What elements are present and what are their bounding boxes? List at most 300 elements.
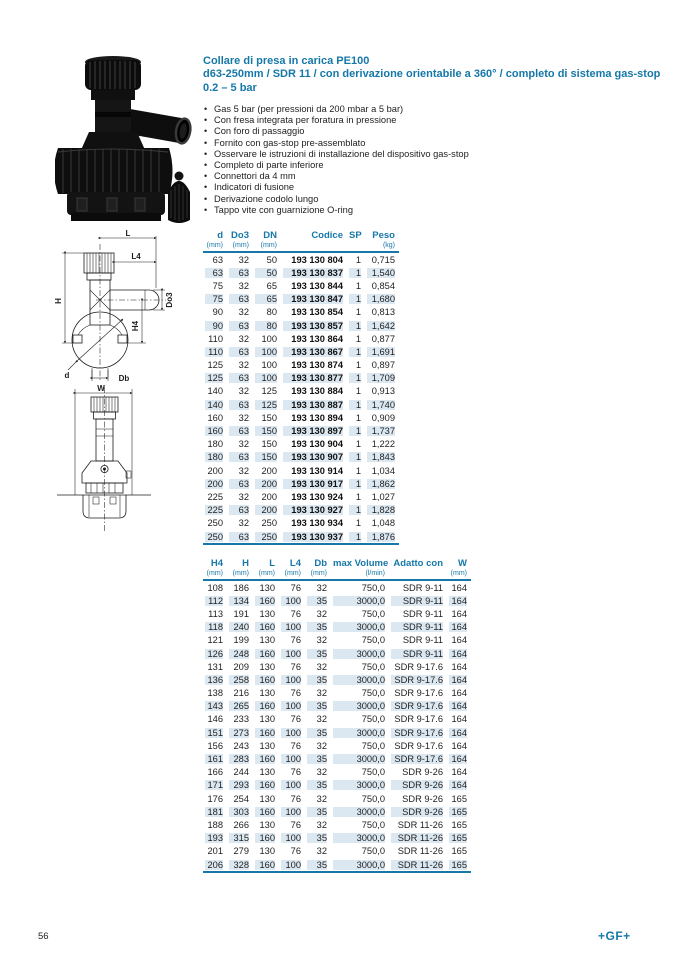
- table-cell: 303: [227, 805, 253, 818]
- table-cell: 0,909: [371, 412, 395, 423]
- table-cell: 1: [347, 424, 365, 437]
- table-row: [203, 621, 471, 634]
- table-cell: 193 130 804: [291, 254, 343, 265]
- table-cell: 100: [279, 752, 305, 765]
- table-cell: 100: [279, 621, 305, 634]
- table-cell: 1,222: [371, 439, 395, 450]
- table-cell: SDR 9-11: [402, 635, 443, 646]
- table-cell: 1,691: [365, 345, 399, 358]
- table-cell: 121: [207, 635, 223, 646]
- table-cell: 1: [355, 307, 361, 318]
- column-header: H: [242, 558, 249, 569]
- table-cell: 76: [290, 582, 301, 593]
- table-cell: 176: [207, 793, 223, 804]
- table-cell: 160: [253, 779, 279, 792]
- table-cell: 1: [355, 386, 361, 397]
- column-header: Peso: [372, 230, 395, 241]
- column-header: H4: [210, 558, 223, 569]
- table-cell: 193 130 927: [281, 504, 347, 517]
- table-cell: 200: [261, 465, 277, 476]
- table-cell: 1,862: [365, 477, 399, 490]
- table-cell: 110: [208, 333, 223, 344]
- table-cell: 200: [253, 504, 281, 517]
- table-cell: 164: [447, 673, 471, 686]
- units-row: [203, 242, 399, 252]
- table-cell: 150: [253, 424, 281, 437]
- table-cell: 130: [259, 714, 275, 725]
- table-cell: 100: [279, 700, 305, 713]
- table-cell: 750,0: [361, 688, 385, 699]
- table-cell: 328: [227, 858, 253, 872]
- table-row: [203, 634, 471, 647]
- column-unit: (mm): [305, 570, 331, 580]
- table-row: [203, 530, 399, 544]
- table-cell: 1: [347, 530, 365, 544]
- table-row: [203, 660, 471, 673]
- table-cell: 130: [259, 688, 275, 699]
- table-cell: 140: [207, 386, 223, 397]
- table-cell: 100: [261, 333, 277, 344]
- table-cell: 1: [355, 360, 361, 371]
- table-cell: 160: [253, 621, 279, 634]
- dim-label-Do3: Do3: [165, 292, 174, 308]
- table-cell: 164: [451, 714, 467, 725]
- table-cell: 193 130 914: [291, 465, 343, 476]
- table-cell: 209: [233, 661, 249, 672]
- table-cell: 32: [316, 688, 327, 699]
- table-cell: 130: [259, 793, 275, 804]
- table-cell: 164: [451, 582, 467, 593]
- table-cell: 76: [290, 793, 301, 804]
- table-cell: 3000,0: [331, 832, 389, 845]
- table-cell: 248: [227, 647, 253, 660]
- table-cell: 0,813: [371, 307, 395, 318]
- table-cell: 250: [203, 530, 227, 544]
- table-row: [203, 700, 471, 713]
- table-cell: 315: [227, 832, 253, 845]
- table-cell: 151: [203, 726, 227, 739]
- column-header: L: [269, 558, 275, 569]
- table-cell: 225: [207, 491, 223, 502]
- table-cell: 193: [203, 832, 227, 845]
- feature-list: [203, 104, 673, 216]
- table-cell: SDR 9-11: [389, 594, 447, 607]
- table-cell: 146: [207, 714, 223, 725]
- feature-item: • Tappo vite con guarnizione O-ring: [203, 205, 673, 216]
- column-unit: [347, 242, 365, 252]
- table-row: [203, 517, 399, 530]
- technical-drawing-front: [55, 383, 155, 548]
- table-row: [203, 739, 471, 752]
- table-cell: 1,828: [365, 504, 399, 517]
- table-cell: 233: [233, 714, 249, 725]
- table-cell: 75: [212, 280, 223, 291]
- feature-item: • Con fresa integrata per foratura in pressione: [203, 115, 673, 126]
- table-row: [203, 293, 399, 306]
- table-cell: SDR 11-26: [397, 819, 443, 830]
- table-cell: SDR 11-26: [397, 846, 443, 857]
- column-header: SP: [349, 230, 362, 241]
- table-cell: 3000,0: [331, 752, 389, 765]
- table-cell: 201: [207, 846, 223, 857]
- table-cell: 32: [238, 518, 249, 529]
- table-cell: 3000,0: [331, 647, 389, 660]
- table-cell: 50: [253, 266, 281, 279]
- table-cell: SDR 9-26: [402, 767, 443, 778]
- column-unit: [281, 242, 347, 252]
- table-cell: 76: [290, 767, 301, 778]
- table-cell: SDR 9-11: [402, 582, 443, 593]
- table-cell: 63: [227, 319, 253, 332]
- table-cell: 3000,0: [331, 673, 389, 686]
- table-cell: 193 130 937: [281, 530, 347, 544]
- column-unit: (kg): [365, 242, 399, 252]
- table-cell: 1: [355, 518, 361, 529]
- table-cell: 32: [316, 582, 327, 593]
- column-header: max Volume: [333, 558, 389, 569]
- table-cell: 164: [451, 661, 467, 672]
- table-row: [203, 504, 399, 517]
- table-cell: 0,913: [371, 386, 395, 397]
- table-cell: 35: [305, 832, 331, 845]
- table-cell: 143: [203, 700, 227, 713]
- table-cell: 3000,0: [331, 805, 389, 818]
- table-cell: 240: [227, 621, 253, 634]
- column-header: L4: [289, 558, 301, 569]
- table-cell: 160: [253, 673, 279, 686]
- column-header: Codice: [311, 230, 343, 241]
- table-cell: 165: [447, 832, 471, 845]
- table-cell: 130: [259, 846, 275, 857]
- table-cell: 32: [238, 254, 249, 265]
- table-cell: 180: [203, 451, 227, 464]
- table-cell: 250: [253, 530, 281, 544]
- table-cell: 76: [290, 635, 301, 646]
- table-cell: 160: [253, 726, 279, 739]
- front-view-drawing: [55, 383, 155, 548]
- table-cell: 63: [227, 398, 253, 411]
- table-row: [203, 319, 399, 332]
- table-cell: SDR 9-17.6: [394, 714, 443, 725]
- table-row: [203, 464, 399, 477]
- table-cell: 1: [347, 345, 365, 358]
- table-cell: 90: [212, 307, 223, 318]
- table-row: [203, 266, 399, 279]
- table-cell: 1: [355, 333, 361, 344]
- table-cell: 1: [355, 491, 361, 502]
- table-cell: 193 130 844: [291, 280, 343, 291]
- product-title-block: [203, 55, 668, 95]
- table-cell: 193 130 924: [291, 491, 343, 502]
- table-row: [203, 832, 471, 845]
- table-cell: 100: [279, 594, 305, 607]
- table-cell: 32: [238, 386, 249, 397]
- dim-label-L4: L4: [131, 252, 141, 261]
- table-cell: 164: [451, 740, 467, 751]
- table-row: [203, 858, 471, 872]
- column-header: Adatto con: [393, 558, 443, 569]
- table-cell: 130: [259, 582, 275, 593]
- table-cell: 165: [451, 846, 467, 857]
- table-cell: 63: [203, 266, 227, 279]
- table-cell: 100: [279, 726, 305, 739]
- table-row: [203, 580, 471, 594]
- table-cell: 283: [227, 752, 253, 765]
- table-cell: 80: [253, 319, 281, 332]
- table-cell: 32: [238, 280, 249, 291]
- table-row: [203, 279, 399, 292]
- table-cell: 1: [347, 266, 365, 279]
- table-cell: 32: [238, 307, 249, 318]
- column-unit: (mm): [447, 570, 471, 580]
- table-cell: 35: [305, 594, 331, 607]
- table-cell: 200: [253, 477, 281, 490]
- column-unit: [389, 570, 447, 580]
- table-cell: 193 130 917: [281, 477, 347, 490]
- table-cell: 108: [207, 582, 223, 593]
- table-cell: 244: [233, 767, 249, 778]
- table-cell: 63: [227, 293, 253, 306]
- column-header: DN: [263, 230, 277, 241]
- table-cell: 193 130 897: [281, 424, 347, 437]
- table-cell: 35: [305, 858, 331, 872]
- table-cell: 32: [238, 439, 249, 450]
- table-cell: 35: [305, 779, 331, 792]
- table-cell: 160: [253, 805, 279, 818]
- table-cell: 3000,0: [331, 700, 389, 713]
- table-cell: 1,048: [371, 518, 395, 529]
- table-cell: 125: [203, 372, 227, 385]
- table-cell: SDR 9-17.6: [389, 726, 447, 739]
- table-cell: 113: [208, 608, 223, 619]
- table-cell: 80: [266, 307, 277, 318]
- table-cell: 1: [355, 465, 361, 476]
- table-row: [203, 779, 471, 792]
- gf-logo: +GF+: [598, 929, 631, 943]
- dim-label-L: L: [125, 229, 131, 238]
- table-cell: 63: [227, 451, 253, 464]
- table-row: [203, 490, 399, 503]
- table-row: [203, 385, 399, 398]
- table-row: [203, 477, 399, 490]
- table-cell: 32: [316, 661, 327, 672]
- table-cell: 0,854: [371, 280, 395, 291]
- table-cell: 35: [305, 752, 331, 765]
- table-cell: 193 130 867: [281, 345, 347, 358]
- table-cell: 200: [203, 477, 227, 490]
- table-cell: 75: [203, 293, 227, 306]
- table-cell: 134: [227, 594, 253, 607]
- feature-item: • Gas 5 bar (per pressioni da 200 mbar a 5 bar): [203, 104, 673, 115]
- table-cell: 266: [233, 819, 249, 830]
- table-row: [203, 594, 471, 607]
- table-row: [203, 359, 399, 372]
- header-row: [203, 558, 471, 570]
- table-cell: 165: [451, 819, 467, 830]
- product-photo-image: [55, 52, 195, 230]
- table-cell: 750,0: [361, 740, 385, 751]
- table-cell: 193 130 904: [291, 439, 343, 450]
- table-cell: 164: [447, 726, 471, 739]
- dim-label-d: d: [64, 371, 70, 380]
- column-unit: (mm): [253, 570, 279, 580]
- feature-item: • Osservare le istruzioni di installazione del dispositivo gas-stop: [203, 149, 673, 160]
- table-cell: SDR 9-11: [389, 621, 447, 634]
- feature-item: • Con foro di passaggio: [203, 126, 673, 137]
- table-cell: 243: [233, 740, 249, 751]
- table-cell: 1: [355, 439, 361, 450]
- table-cell: 200: [207, 465, 223, 476]
- column-unit: (mm): [279, 570, 305, 580]
- table-cell: 150: [261, 412, 277, 423]
- table-cell: 32: [316, 635, 327, 646]
- table-cell: 76: [290, 819, 301, 830]
- table-cell: SDR 9-26: [402, 793, 443, 804]
- table-cell: SDR 9-11: [389, 647, 447, 660]
- table-cell: SDR 9-17.6: [389, 752, 447, 765]
- table-cell: 193 130 864: [291, 333, 343, 344]
- table-row: [203, 411, 399, 424]
- table-cell: 193 130 847: [281, 293, 347, 306]
- table-cell: 32: [238, 412, 249, 423]
- table-cell: 1,540: [365, 266, 399, 279]
- table-cell: 750,0: [361, 819, 385, 830]
- table-cell: 76: [290, 661, 301, 672]
- table-cell: 164: [447, 621, 471, 634]
- table-cell: 206: [203, 858, 227, 872]
- table-cell: 3000,0: [331, 621, 389, 634]
- table-cell: 125: [261, 386, 277, 397]
- side-view-drawing: [52, 228, 180, 390]
- dim-label-W: W: [97, 384, 105, 393]
- table-cell: 279: [233, 846, 249, 857]
- table-cell: 160: [253, 858, 279, 872]
- table-cell: 171: [203, 779, 227, 792]
- table-cell: 164: [447, 752, 471, 765]
- table-cell: 35: [305, 700, 331, 713]
- table-row: [203, 713, 471, 726]
- table-cell: 193 130 874: [291, 360, 343, 371]
- table-cell: 1: [347, 477, 365, 490]
- table-cell: 63: [227, 424, 253, 437]
- table-cell: 750,0: [361, 714, 385, 725]
- table-cell: 160: [203, 424, 227, 437]
- table-cell: 164: [451, 608, 467, 619]
- table-cell: 35: [305, 673, 331, 686]
- table-cell: 200: [261, 491, 277, 502]
- table-cell: 1: [347, 451, 365, 464]
- table-cell: 1,709: [365, 372, 399, 385]
- table-cell: 1: [347, 504, 365, 517]
- table-cell: 193 130 857: [281, 319, 347, 332]
- column-unit: (mm): [203, 242, 227, 252]
- details_table: [203, 558, 471, 873]
- table-cell: 130: [259, 767, 275, 778]
- table-cell: 110: [203, 345, 227, 358]
- table-row: [203, 673, 471, 686]
- table-cell: 136: [203, 673, 227, 686]
- feature-item: • Fornito con gas-stop pre-assemblato: [203, 138, 673, 149]
- table-cell: 750,0: [361, 635, 385, 646]
- table-cell: 35: [305, 805, 331, 818]
- table-cell: 32: [238, 360, 249, 371]
- column-unit: (mm): [253, 242, 281, 252]
- table-row: [203, 252, 399, 266]
- table-cell: 216: [233, 688, 249, 699]
- table-cell: 1: [347, 398, 365, 411]
- table-cell: 199: [233, 635, 249, 646]
- table-cell: 0,877: [371, 333, 395, 344]
- table-cell: 32: [238, 491, 249, 502]
- dimensions-table: [203, 230, 399, 545]
- table-cell: 160: [207, 412, 223, 423]
- table-row: [203, 818, 471, 831]
- table-cell: 130: [259, 740, 275, 751]
- column-unit: (l/min): [331, 570, 389, 580]
- table-cell: 750,0: [361, 661, 385, 672]
- table-cell: 250: [261, 518, 277, 529]
- table-cell: 76: [290, 688, 301, 699]
- table-cell: 193 130 854: [291, 307, 343, 318]
- table-cell: SDR 11-26: [389, 832, 447, 845]
- table-cell: 750,0: [361, 608, 385, 619]
- table-cell: 76: [290, 740, 301, 751]
- table-cell: 1,680: [365, 293, 399, 306]
- table-cell: 90: [203, 319, 227, 332]
- table-cell: 180: [207, 439, 223, 450]
- feature-item: • Completo di parte inferiore: [203, 160, 673, 171]
- table-cell: 750,0: [361, 582, 385, 593]
- table-cell: 100: [279, 779, 305, 792]
- table-cell: 254: [233, 793, 249, 804]
- table-cell: 225: [203, 504, 227, 517]
- table-cell: 165: [451, 793, 467, 804]
- table-cell: 265: [227, 700, 253, 713]
- table-cell: 32: [316, 608, 327, 619]
- table-cell: 3000,0: [331, 726, 389, 739]
- table-row: [203, 451, 399, 464]
- table-cell: 50: [266, 254, 277, 265]
- table-cell: 35: [305, 621, 331, 634]
- table-cell: 160: [253, 700, 279, 713]
- table-row: [203, 726, 471, 739]
- table-cell: 63: [227, 504, 253, 517]
- table-cell: SDR 9-26: [389, 779, 447, 792]
- table-cell: 32: [316, 819, 327, 830]
- table-cell: 164: [447, 779, 471, 792]
- table-cell: 76: [290, 846, 301, 857]
- table-cell: 76: [290, 608, 301, 619]
- table-row: [203, 332, 399, 345]
- table-cell: 193 130 877: [281, 372, 347, 385]
- table-cell: 130: [259, 661, 275, 672]
- table-row: [203, 752, 471, 765]
- table-cell: SDR 9-17.6: [389, 700, 447, 713]
- table-cell: 150: [253, 451, 281, 464]
- table-cell: 3000,0: [331, 594, 389, 607]
- table-cell: 63: [227, 530, 253, 544]
- table-cell: 193 130 887: [281, 398, 347, 411]
- table-cell: 100: [279, 858, 305, 872]
- table-cell: 125: [253, 398, 281, 411]
- table-cell: 193 130 934: [291, 518, 343, 529]
- table-cell: 250: [207, 518, 223, 529]
- table-cell: 3000,0: [331, 779, 389, 792]
- table-cell: SDR 9-17.6: [394, 688, 443, 699]
- product-title: Collare di presa in carica PE100: [203, 55, 370, 67]
- table-cell: 1,740: [365, 398, 399, 411]
- table-cell: 140: [203, 398, 227, 411]
